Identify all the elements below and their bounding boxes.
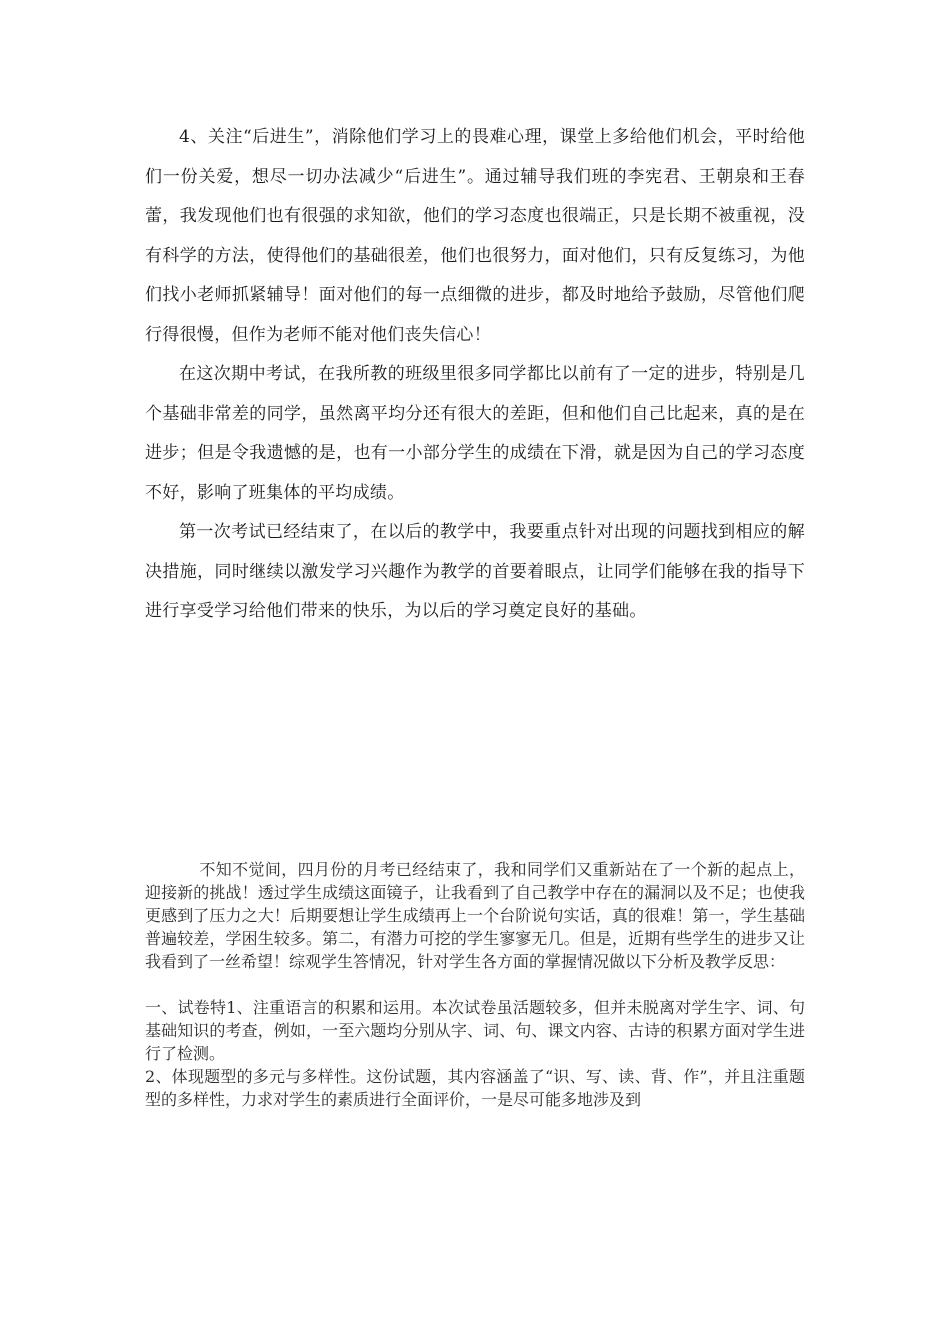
reflection-section-lower <box>145 858 805 1111</box>
paragraph-exam-feature-2: 2、体现题型的多元与多样性。这份试题，其内容涵盖了“识、写、读、背、作”，并且注重题型的多样性，力求对学生的素质进行全面评价，一是尽可能多地涉及到 <box>145 1067 805 1109</box>
reflection-section-upper <box>145 118 805 632</box>
paragraph-future-teaching: 第一次考试已经结束了，在以后的教学中，我要重点针对出现的问题找到相应的解决措施，同时继续以激发学习兴趣作为教学的首要着眼点，让同学们能够在我的指导下进行享受学习给他们带来的快乐，为以后的学习奠定良好的基础。 <box>145 522 805 621</box>
paragraph-monthly-exam-intro: 不知不觉间，四月份的月考已经结束了，我和同学们又重新站在了一个新的起点上，迎接新的挑战！透过学生成绩这面镜子，让我看到了自己教学中存在的漏洞以及不足；也使我更感到了压力之大！后期要想让学生成绩再上一个台阶说句实话，真的很难！第一，学生基础普遍较差，学困生较多。第二，有潜力可挖的学生寥寥无几。但是，近期有些学生的进步又让我看到了一丝希望！综观学生答情况，针对学生各方面的掌握情况做以下分析及教学反思： <box>145 860 805 971</box>
paragraph-exam-feature-1: 一、试卷特1、注重语言的积累和运用。本次试卷虽活题较多，但并未脱离对学生字、词、句基础知识的考查，例如，一至六题均分别从字、词、句、课文内容、古诗的积累方面对学生进行了检测。 <box>145 998 805 1063</box>
paragraph-midterm-progress: 在这次期中考试，在我所教的班级里很多同学都比以前有了一定的进步，特别是几个基础非常差的同学，虽然离平均分还有很大的差距，但和他们自己比起来，真的是在进步；但是令我遗憾的是，也有一小部分学生的成绩在下滑，就是因为自己的学习态度不好，影响了班集体的平均成绩。 <box>145 364 805 503</box>
paragraph-after-students: 4、关注“后进生”，消除他们学习上的畏难心理，课堂上多给他们机会，平时给他们一份关爱，想尽一切办法减少“后进生”。通过辅导我们班的李宪君、王朝泉和王春蕾，我发现他们也有很强的求知欲，他们的学习态度也很端正，只是长期不被重视，没有科学的方法，使得他们的基础很差，他们也很努力，面对他们，只有反复练习，为他们找小老师抓紧辅导！面对他们的每一点细微的进步，都及时地给予鼓励，尽管他们爬行得很慢，但作为老师不能对他们丧失信心！ <box>145 127 805 345</box>
